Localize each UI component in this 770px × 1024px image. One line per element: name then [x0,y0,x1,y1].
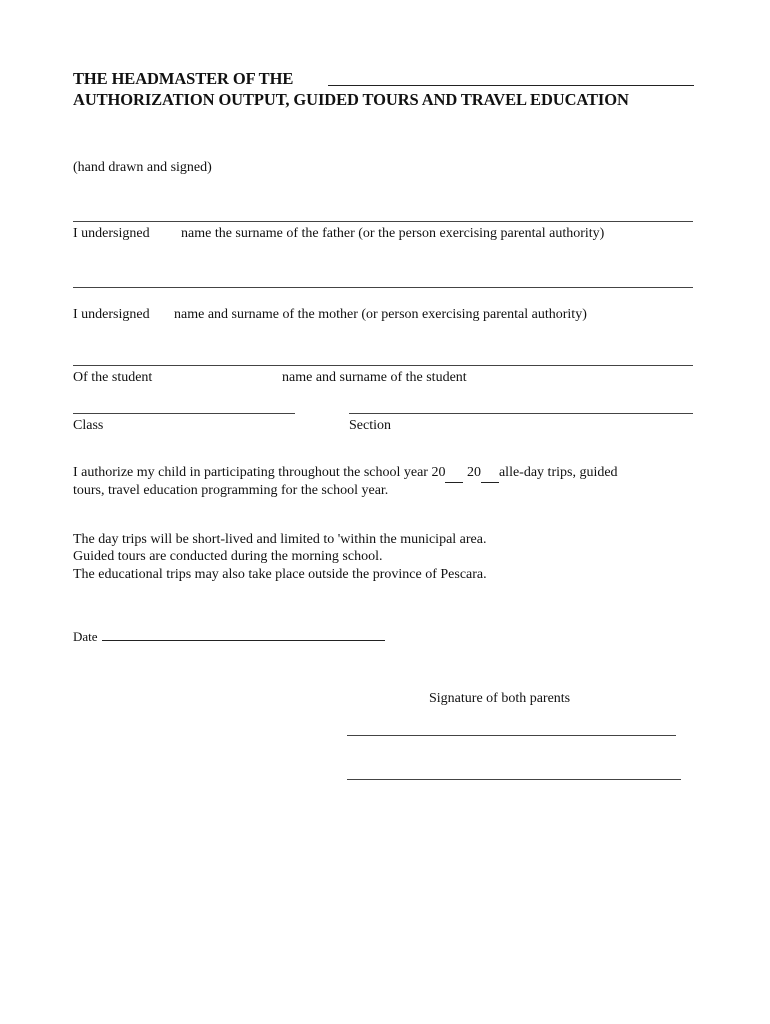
conditions-line-1: The day trips will be short-lived and limited to 'within the municipal area. [73,532,487,547]
section-field[interactable] [349,413,693,414]
headmaster-title: THE HEADMASTER OF THE [73,69,294,88]
conditions-line-2: Guided tours are conducted during the morning school. [73,549,383,564]
school-name-field[interactable] [328,85,694,86]
class-label: Class [73,418,104,433]
student-label: Of the student [73,370,153,385]
father-hint: name the surname of the father (or the person exercising parental authority) [181,226,605,241]
signature-field-2[interactable] [347,779,681,780]
authorization-text-a: I authorize my child in participating throughout the school year 20 [73,465,446,480]
signature-field-1[interactable] [347,735,676,736]
authorization-text-b: 20 [463,465,481,480]
note-text: (hand drawn and signed) [73,160,212,175]
father-label: I undersigned [73,226,150,241]
section-label: Section [349,418,391,433]
student-hint: name and surname of the student [282,370,467,385]
conditions-line-3: The educational trips may also take place outside the province of Pescara. [73,567,487,582]
father-name-field[interactable] [73,221,693,222]
date-label: Date [73,629,98,644]
class-field[interactable] [73,413,295,414]
authorization-line-1 [73,464,618,483]
student-name-field[interactable] [73,365,693,366]
year-start-field[interactable] [445,464,463,483]
year-end-field[interactable] [481,464,499,483]
mother-hint: name and surname of the mother (or person exercising parental authority) [174,307,587,322]
authorization-line-2: tours, travel education programming for the school year. [73,483,389,498]
date-field[interactable] [102,640,385,641]
signature-label: Signature of both parents [429,691,571,706]
mother-name-field[interactable] [73,287,693,288]
header-line-2: AUTHORIZATION OUTPUT, GUIDED TOURS AND TRAVEL EDUCATION [73,90,629,109]
authorization-text-c: alle-day trips, guided [498,465,618,480]
mother-label: I undersigned [73,307,150,322]
header-line-1 [73,69,293,89]
